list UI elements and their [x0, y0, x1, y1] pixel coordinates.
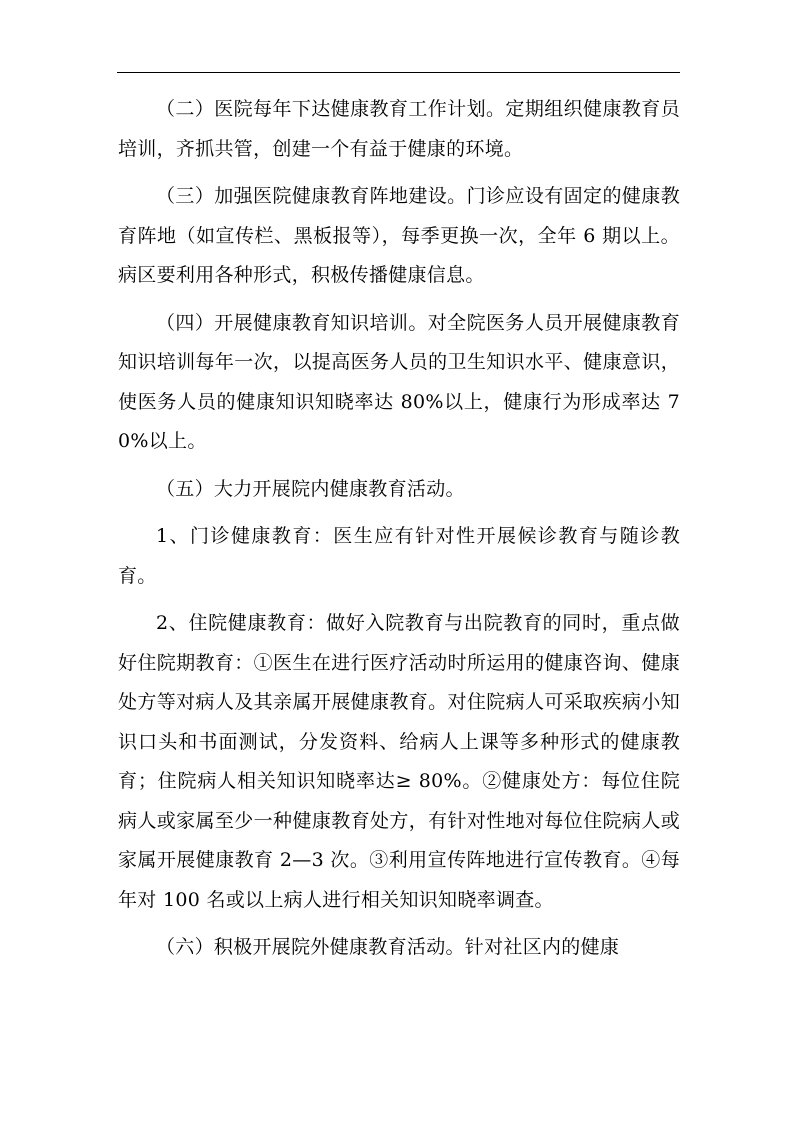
paragraph-4-knowledge-training: （四）开展健康教育知识培训。对全院医务人员开展健康教育知识培训每年一次，以提高医务人员的卫生知识水平、健康意识，使医务人员的健康知识知晓率达 80%以上，健康行为形成率达 70%以上。 — [118, 311, 680, 452]
paragraph-6-outside-activities: （六）积极开展院外健康教育活动。针对社区内的健康 — [156, 936, 620, 958]
header-rule — [117, 72, 680, 73]
paragraph-outpatient-education: 1、门诊健康教育：医生应有针对性开展候诊教育与随诊教育。 — [118, 525, 680, 587]
paragraph-5-inhospital-activities: （五）大力开展院内健康教育活动。 — [156, 477, 465, 500]
paragraph-3-education-base: （三）加强医院健康教育阵地建设。门诊应设有固定的健康教育阵地（如宣传栏、黑板报等），每季更换一次，全年 6 期以上。病区要利用各种形式，积极传播健康信息。 — [118, 185, 680, 286]
paragraph-2-health-plan: （二）医院每年下达健康教育工作计划。定期组织健康教育员培训，齐抓共管，创建一个有益于健康的环境。 — [118, 98, 680, 160]
document-body — [118, 90, 680, 968]
paragraph-inpatient-education: 2、住院健康教育：做好入院教育与出院教育的同时，重点做好住院期教育：①医生在进行医疗活动时所运用的健康咨询、健康处方等对病人及其亲属开展健康教育。对住院病人可采取疾病小知识口头和书面测试，分发资料、给病人上课等多种形式的健康教育；住院病人相关知识知晓率达≥ 80%。②健康处方：每位住院病人或家属至少一种健康教育处方，有针对性地对每位住院病人或家属开展健康教育 2—3 次。③利用宣传阵地进行宣传教育。④每年对 100 名或以上病人进行相关知识知晓率调查。 — [118, 612, 680, 911]
